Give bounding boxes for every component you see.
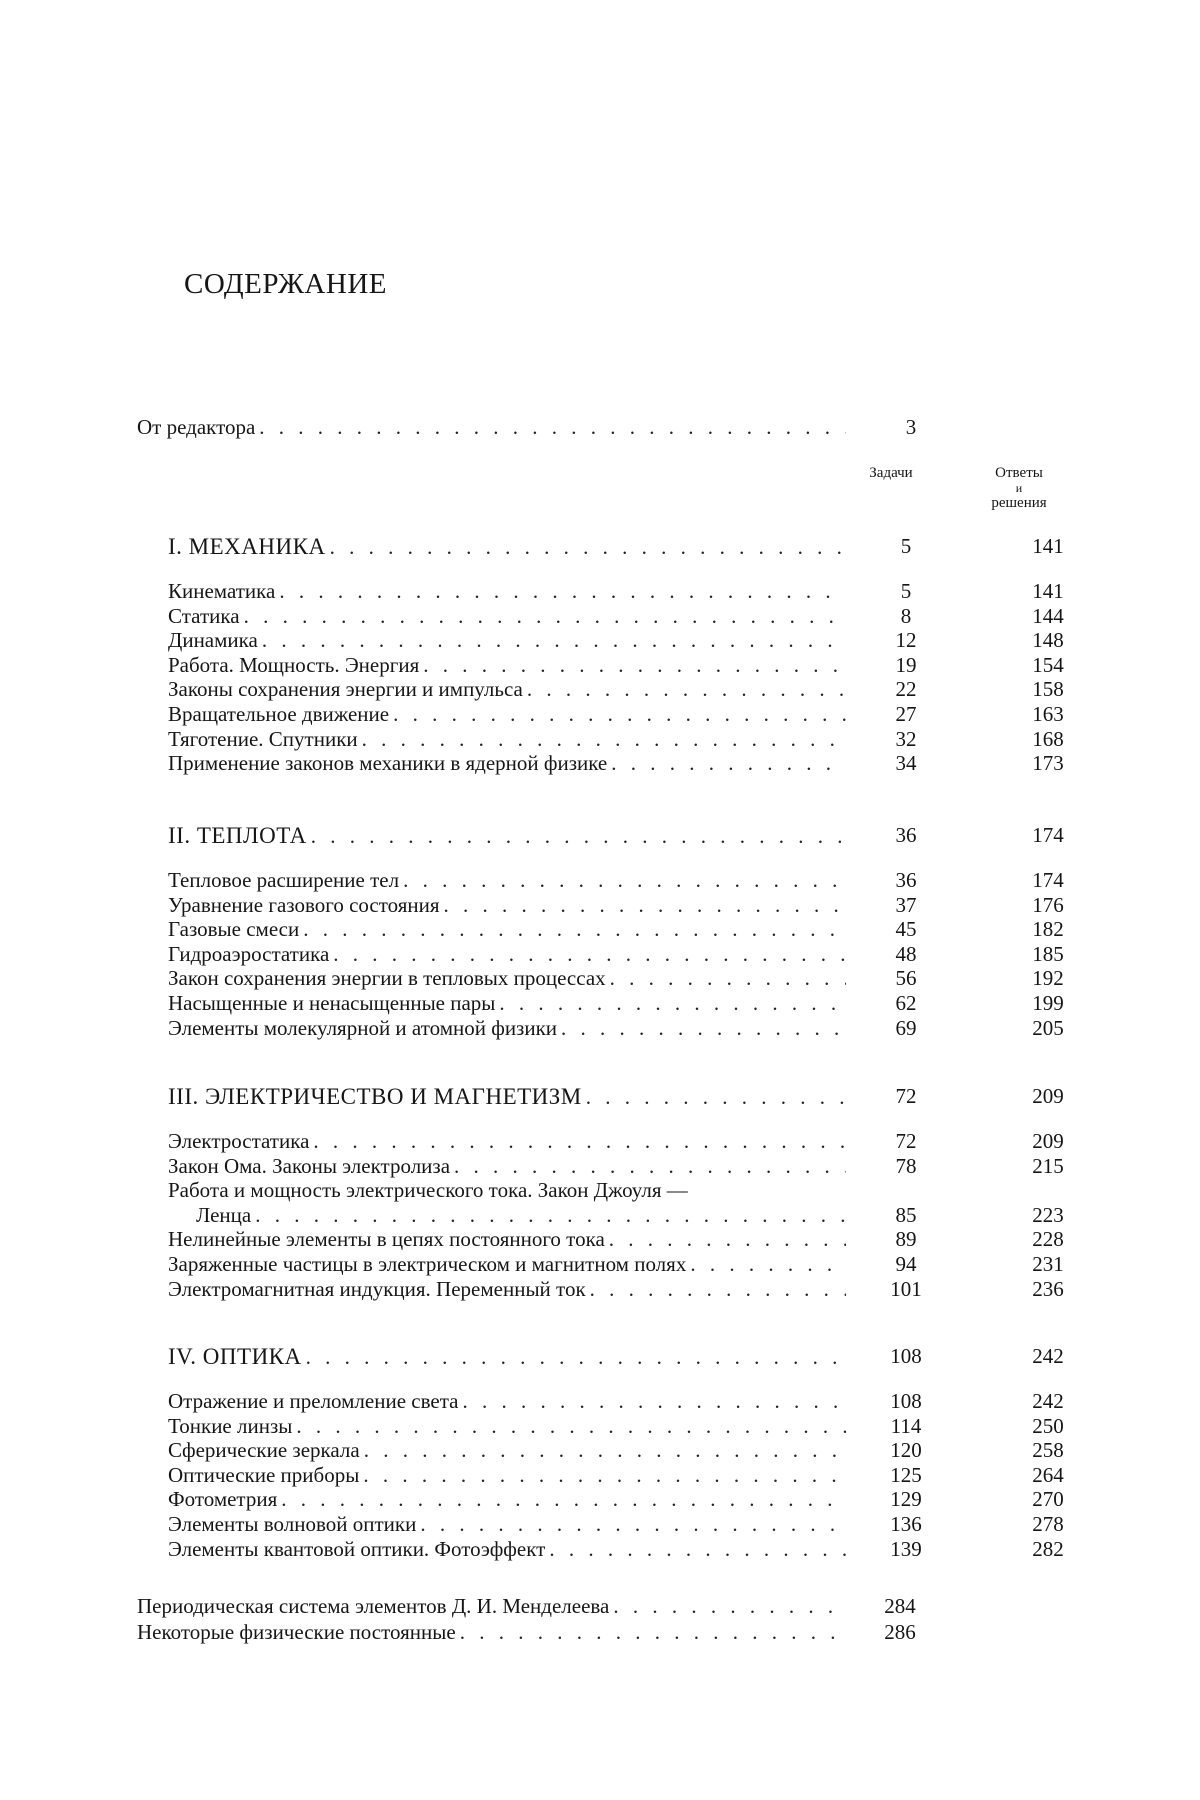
- toc-entry: [168, 1277, 850, 1303]
- toc-entry-label: Отражение и преломление света: [168, 1389, 459, 1413]
- section-answers-page: 242: [1032, 1344, 1064, 1368]
- toc-entry: [168, 1414, 850, 1440]
- toc-entry-problems-page: 136: [890, 1512, 922, 1536]
- toc-intro: [137, 415, 850, 441]
- appendix-entry-label: Периодическая система элементов Д. И. Менделеева: [137, 1594, 610, 1618]
- toc-entry-answers-page: 228: [1032, 1227, 1064, 1252]
- leader-dots: [444, 893, 846, 918]
- toc-entry-answers-page: 168: [1032, 726, 1064, 751]
- toc-entry: [168, 1016, 850, 1042]
- toc-entry-label: Тонкие линзы: [168, 1413, 293, 1438]
- section-answers-page: 174: [1032, 823, 1064, 847]
- toc-entry-answers-page: 144: [1032, 603, 1064, 628]
- toc-entry-problems-page: 78: [895, 1153, 917, 1178]
- toc-entry-problems-page: 129: [890, 1487, 922, 1512]
- column-header-answers-line2: и: [1015, 481, 1023, 495]
- leader-dots: [306, 1345, 846, 1370]
- leader-dots: [611, 751, 846, 776]
- toc-entry-problems-page: 12: [895, 628, 917, 653]
- leader-dots: [262, 628, 846, 653]
- toc-entry: [168, 1537, 850, 1563]
- toc-entry-label: Применение законов механики в ядерной физике: [168, 751, 608, 776]
- leader-dots: [259, 415, 846, 440]
- leader-dots: [561, 1016, 846, 1041]
- toc-entry-answers-page: 148: [1032, 628, 1064, 653]
- appendix-entry: [137, 1594, 850, 1620]
- leader-dots: [330, 535, 846, 560]
- toc-entry: [168, 1438, 850, 1464]
- toc-entry-first-line: Работа и мощность электрического тока. Закон Джоуля —: [168, 1178, 688, 1203]
- toc-entry-answers-page: 231: [1032, 1252, 1064, 1276]
- toc-entry-answers-page: 185: [1032, 941, 1064, 966]
- toc-entry: [168, 751, 850, 777]
- toc-entry-problems-page: 62: [895, 991, 917, 1015]
- toc-entry-answers-page: 270: [1032, 1487, 1064, 1512]
- leader-dots: [527, 677, 846, 702]
- toc-entry: [168, 702, 850, 728]
- toc-intro-label: От редактора: [137, 415, 256, 439]
- toc-entry-problems-page: 120: [890, 1438, 922, 1463]
- toc-entry-problems-page: 32: [895, 726, 917, 751]
- toc-entry-label: Тепловое расширение тел: [168, 868, 400, 892]
- toc-entry-answers-page: 176: [1032, 892, 1064, 917]
- toc-entry-label: Нелинейные элементы в цепях постоянного тока: [168, 1227, 605, 1252]
- appendix-entry-label: Некоторые физические постоянные: [137, 1620, 456, 1644]
- section-title-label: IV. ОПТИКА: [168, 1344, 302, 1369]
- toc-entry-label: Закон сохранения энергии в тепловых процессах: [168, 966, 606, 991]
- leader-dots: [690, 1252, 846, 1277]
- toc-entry: [168, 868, 850, 894]
- toc-entry-problems-page: 19: [895, 652, 917, 677]
- toc-entry-problems-page: 108: [890, 1389, 922, 1413]
- toc-entry-answers-page: 163: [1032, 702, 1064, 726]
- leader-dots: [609, 1227, 846, 1252]
- section-problems-page: 36: [895, 823, 917, 847]
- leader-dots: [403, 868, 846, 893]
- section-title-label: I. МЕХАНИКА: [168, 534, 326, 559]
- toc-entry-problems-page: 48: [895, 941, 917, 966]
- toc-entry-label: Вращательное движение: [168, 702, 390, 726]
- toc-entry-problems-page: 114: [890, 1413, 922, 1438]
- toc-entry: [168, 991, 850, 1017]
- leader-dots: [303, 917, 846, 942]
- toc-entry-label: Гидроаэростатика: [168, 941, 330, 966]
- section-title: [168, 1344, 850, 1370]
- toc-entry: [168, 966, 850, 992]
- toc-entry-problems-page: 37: [895, 892, 917, 917]
- toc-entry-answers-page: 192: [1032, 966, 1064, 991]
- toc-entry-label: Динамика: [168, 628, 258, 653]
- leader-dots: [549, 1537, 846, 1562]
- toc-entry: [168, 1252, 850, 1278]
- leader-dots: [313, 1129, 846, 1154]
- toc-entry-problems-page: 56: [895, 966, 917, 991]
- toc-entry-problems-page: 34: [895, 751, 917, 776]
- toc-entry-label: Ленца: [196, 1202, 252, 1227]
- toc-entry: [168, 1463, 850, 1489]
- toc-entry-answers-page: 154: [1032, 652, 1064, 677]
- toc-entry-label: Законы сохранения энергии и импульса: [168, 677, 523, 702]
- toc-entry: [168, 628, 850, 654]
- section-title: [168, 534, 850, 560]
- toc-entry-label: Работа. Мощность. Энергия: [168, 652, 420, 677]
- toc-entry-answers-page: 215: [1032, 1153, 1064, 1178]
- section-problems-page: 5: [900, 534, 912, 558]
- leader-dots: [255, 1203, 846, 1228]
- column-header-answers-line3: решения: [991, 495, 1047, 511]
- toc-entry-answers-page: 141: [1032, 579, 1064, 603]
- section-title-label: III. ЭЛЕКТРИЧЕСТВО И МАГНЕТИЗМ: [168, 1084, 582, 1109]
- leader-dots: [423, 653, 846, 678]
- toc-entry-answers-page: 182: [1032, 917, 1064, 942]
- toc-entry-label: Элементы волновой оптики: [168, 1512, 417, 1536]
- section-problems-page: 72: [895, 1084, 917, 1108]
- toc-entry-answers-page: 223: [1032, 1202, 1064, 1227]
- toc-entry-problems-page: 5: [900, 579, 912, 603]
- toc-entry-label: Фотометрия: [168, 1487, 278, 1512]
- section-answers-page: 209: [1032, 1084, 1064, 1108]
- toc-entry-problems-page: 139: [890, 1536, 922, 1561]
- toc-entry-problems-page: 22: [895, 677, 917, 702]
- toc-entry-label: Кинематика: [168, 579, 276, 603]
- toc-entry-label: Заряженные частицы в электрическом и магнитном полях: [168, 1252, 687, 1276]
- toc-entry-label: Электростатика: [168, 1129, 310, 1153]
- section-title: [168, 823, 850, 849]
- toc-entry-answers-page: 250: [1032, 1413, 1064, 1438]
- toc-entry-label: Сферические зеркала: [168, 1438, 360, 1463]
- toc-entry: [168, 893, 850, 919]
- leader-dots: [454, 1154, 846, 1179]
- section-title-label: II. ТЕПЛОТА: [168, 823, 307, 848]
- toc-entry-answers-page: 199: [1032, 991, 1064, 1015]
- appendix-entry: [137, 1620, 850, 1646]
- column-header-problems: Задачи: [869, 465, 913, 481]
- appendix-page: 286: [884, 1620, 916, 1644]
- toc-entry-label: Элементы квантовой оптики. Фотоэффект: [168, 1536, 546, 1561]
- toc-entry: [168, 942, 850, 968]
- toc-entry-label: Электромагнитная индукция. Переменный ток: [168, 1276, 586, 1301]
- toc-entry-problems-page: 94: [895, 1252, 917, 1276]
- leader-dots: [590, 1277, 846, 1302]
- toc-entry: [168, 1227, 850, 1253]
- column-header-answers: [974, 465, 1064, 512]
- toc-entry-problems-page: 85: [895, 1202, 917, 1227]
- toc-entry: [168, 1487, 850, 1513]
- toc-entry-answers-page: 174: [1032, 868, 1064, 892]
- leader-dots: [363, 1463, 846, 1488]
- toc-entry: [168, 1389, 850, 1415]
- toc-entry: [168, 604, 850, 630]
- leader-dots: [613, 1594, 846, 1619]
- toc-entry: [168, 917, 850, 943]
- leader-dots: [296, 1414, 846, 1439]
- toc-entry: [168, 1129, 850, 1155]
- toc-entry-answers-page: 282: [1032, 1536, 1064, 1561]
- toc-entry-label: Тяготение. Спутники: [168, 726, 358, 751]
- toc-entry: [168, 653, 850, 679]
- toc-entry-answers-page: 173: [1032, 751, 1064, 776]
- toc-entry-label: Оптические приборы: [168, 1462, 360, 1487]
- column-header-answers-line1: Ответы: [995, 465, 1043, 481]
- leader-dots: [244, 604, 846, 629]
- appendix-page: 284: [884, 1594, 916, 1618]
- toc-entry-answers-page: 264: [1032, 1462, 1064, 1487]
- leader-dots: [460, 1620, 846, 1645]
- leader-dots: [362, 727, 846, 752]
- toc-entry-answers-page: 209: [1032, 1129, 1064, 1153]
- toc-entry: [168, 1154, 850, 1180]
- leader-dots: [393, 702, 846, 727]
- section-problems-page: 108: [890, 1344, 922, 1368]
- leader-dots: [311, 824, 846, 849]
- toc-intro-page: 3: [905, 415, 917, 439]
- toc-entry-problems-page: 8: [900, 603, 912, 628]
- toc-entry-label: Насыщенные и ненасыщенные пары: [168, 991, 496, 1015]
- toc-entry-problems-page: 36: [895, 868, 917, 892]
- toc-entry-answers-page: 205: [1032, 1015, 1064, 1040]
- leader-dots: [499, 991, 846, 1016]
- toc-entry-label: Газовые смеси: [168, 917, 300, 942]
- toc-entry-answers-page: 158: [1032, 677, 1064, 702]
- toc-entry: [196, 1203, 850, 1229]
- toc-entry-problems-page: 72: [895, 1129, 917, 1153]
- toc-entry: [168, 579, 850, 605]
- toc-entry-problems-page: 45: [895, 917, 917, 942]
- leader-dots: [281, 1487, 846, 1512]
- toc-entry-label: Закон Ома. Законы электролиза: [168, 1153, 451, 1178]
- toc-entry-answers-page: 242: [1032, 1389, 1064, 1413]
- toc-entry-label: Элементы молекулярной и атомной физики: [168, 1015, 558, 1040]
- leader-dots: [586, 1085, 846, 1110]
- toc-entry-answers-page: 236: [1032, 1276, 1064, 1301]
- leader-dots: [420, 1512, 846, 1537]
- leader-dots: [279, 579, 846, 604]
- section-answers-page: 141: [1032, 534, 1064, 558]
- toc-entry-problems-page: 101: [890, 1276, 922, 1301]
- toc-entry-label: Статика: [168, 603, 240, 628]
- toc-entry-answers-page: 278: [1032, 1512, 1064, 1536]
- toc-entry-problems-page: 89: [895, 1227, 917, 1252]
- toc-entry-problems-page: 69: [895, 1015, 917, 1040]
- leader-dots: [610, 966, 846, 991]
- toc-entry: [168, 1512, 850, 1538]
- leader-dots: [333, 942, 846, 967]
- toc-entry-problems-page: 125: [890, 1462, 922, 1487]
- toc-entry: [168, 727, 850, 753]
- toc-entry-answers-page: 258: [1032, 1438, 1064, 1463]
- leader-dots: [364, 1438, 846, 1463]
- toc-entry: [168, 677, 850, 703]
- section-title: [168, 1084, 850, 1110]
- page-title: СОДЕРЖАНИЕ: [184, 268, 387, 300]
- leader-dots: [462, 1389, 846, 1414]
- toc-entry-label: Уравнение газового состояния: [168, 892, 440, 917]
- toc-entry-problems-page: 27: [895, 702, 917, 726]
